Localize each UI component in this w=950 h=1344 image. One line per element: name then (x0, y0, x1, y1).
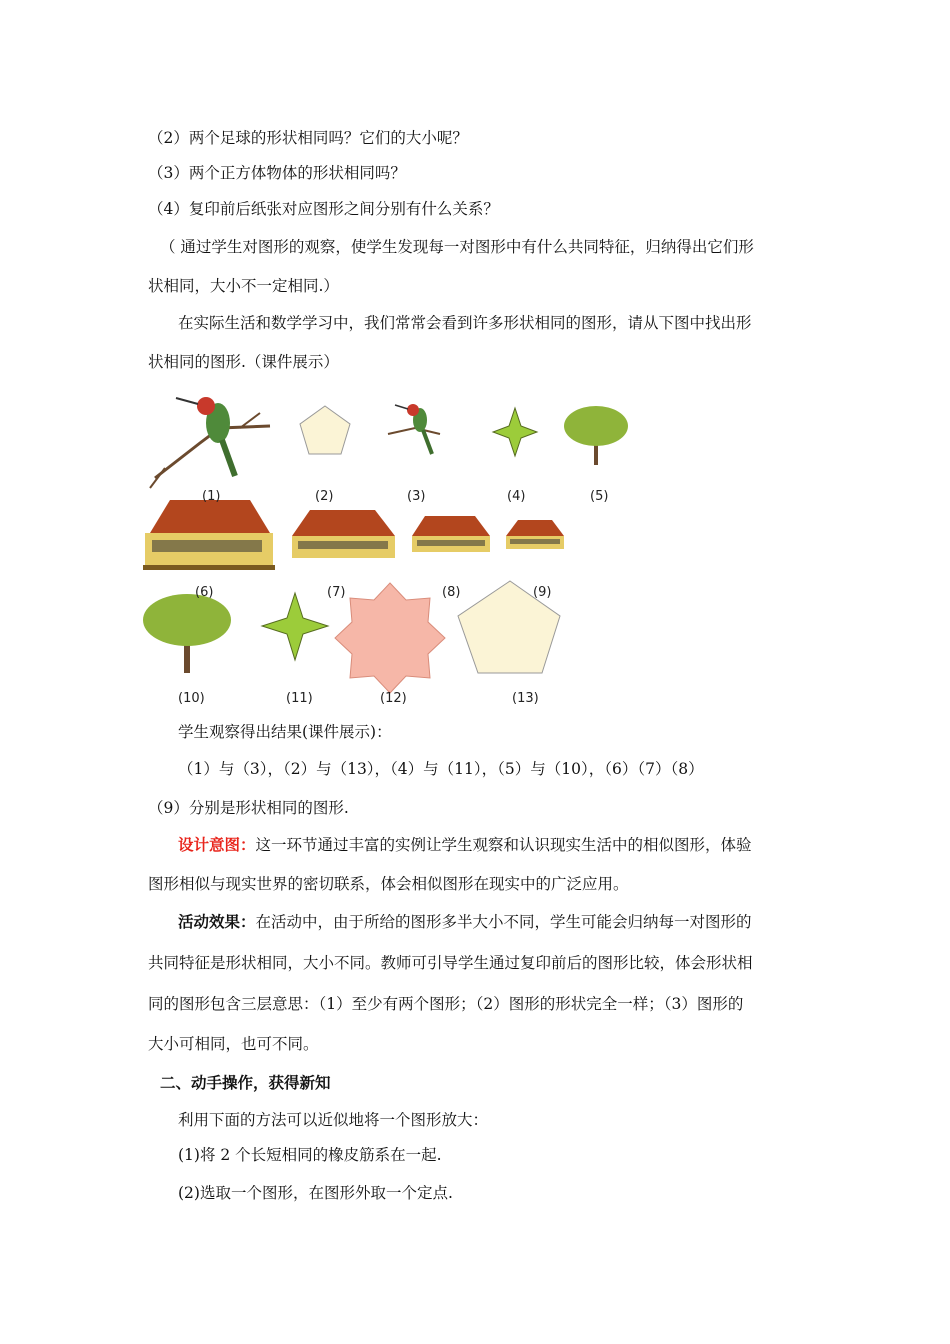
caption-11: (11) (286, 691, 313, 706)
note-line-2: 状相同，大小不一定相同.） (148, 277, 339, 295)
result-line-1: （1）与（3），（2）与（13），（4）与（11），（5）与（10），（6）（7）（8） (178, 760, 704, 778)
design-line-2: 图形相似与现实世界的密切联系，体会相似图形在现实中的广泛应用。 (148, 875, 629, 893)
caption-8: (8) (442, 585, 461, 600)
caption-12: (12) (380, 691, 407, 706)
house-smallest-icon (506, 520, 564, 549)
section-2-step-1: (1)将 2 个长短相同的橡皮筋系在一起. (178, 1146, 442, 1164)
design-text-1: 这一环节通过丰富的实例让学生观察和认识现实生活中的相似图形，体验 (255, 836, 752, 854)
effect-label: 活动效果： (178, 912, 256, 931)
intro-line-2: 状相同的图形.（课件展示） (148, 353, 339, 371)
bird-large-icon (150, 397, 270, 488)
question-3: （3）两个正方体物体的形状相同吗？ (148, 164, 406, 182)
effect-line-2: 共同特征是形状相同，大小不同。教师可引导学生通过复印前后的图形比较，体会形状相 (148, 954, 753, 972)
effect-line-4: 大小可相同，也可不同。 (148, 1035, 319, 1053)
shapes-figure-svg (140, 388, 640, 710)
caption-1: (1) (202, 489, 221, 504)
bird-small-icon (388, 404, 440, 454)
question-2: （2）两个足球的形状相同吗？它们的大小呢？ (148, 129, 468, 147)
caption-4: (4) (507, 489, 526, 504)
shapes-figure (140, 388, 640, 710)
house-small-icon (412, 516, 490, 552)
caption-3: (3) (407, 489, 426, 504)
caption-10: (10) (178, 691, 205, 706)
caption-7: (7) (327, 585, 346, 600)
effect-line-3: 同的图形包含三层意思：（1）至少有两个图形；（2）图形的形状完全一样；（3）图形的 (148, 995, 744, 1013)
caption-2: (2) (315, 489, 334, 504)
caption-6: (6) (195, 585, 214, 600)
question-4: （4）复印前后纸张对应图形之间分别有什么关系？ (148, 200, 499, 218)
tree-small-icon (564, 406, 628, 465)
section-2-line-1: 利用下面的方法可以近似地将一个图形放大： (178, 1111, 489, 1129)
intro-line-1: 在实际生活和数学学习中，我们常常会看到许多形状相同的图形，请从下图中找出形 (178, 314, 752, 332)
design-label: 设计意图： (178, 835, 256, 854)
section-2-step-2: (2)选取一个图形，在图形外取一个定点. (178, 1184, 453, 1202)
effect-line-1 (178, 912, 752, 932)
effect-text-1: 在活动中，由于所给的图形多半大小不同，学生可能会归纳每一对图形的 (255, 913, 752, 931)
caption-5: (5) (590, 489, 609, 504)
tree-large-icon (143, 594, 231, 673)
caption-9: (9) (533, 585, 552, 600)
result-intro: 学生观察得出结果(课件展示)： (178, 723, 392, 741)
house-medium-icon (292, 510, 395, 558)
caption-13: (13) (512, 691, 539, 706)
design-line-1 (178, 835, 752, 855)
result-line-2: （9）分别是形状相同的图形. (148, 799, 349, 817)
section-2-heading: 二、动手操作，获得新知 (160, 1073, 331, 1092)
house-large-icon (143, 500, 275, 570)
note-line-1: （ 通过学生对图形的观察，使学生发现每一对图形中有什么共同特征，归纳得出它们形 (160, 238, 754, 256)
